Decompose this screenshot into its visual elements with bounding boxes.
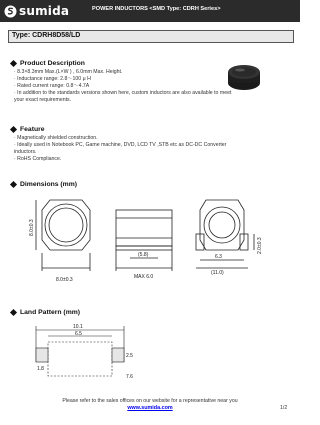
right-pad <box>112 348 124 362</box>
description-line: · Inductance range: 2.8～100 μ H <box>14 76 91 82</box>
diamond-bullet-icon <box>10 60 17 67</box>
land-total-label: 10.1 <box>73 324 83 330</box>
top-view <box>36 200 90 271</box>
description-line: · Rated current range: 0.8～4.7A <box>14 83 90 89</box>
page-number: 1/2 <box>280 405 288 411</box>
brand-logo <box>4 3 69 19</box>
brand-name: sumida <box>19 4 70 18</box>
end-view <box>196 200 254 268</box>
footer-note: Please refer to the sales offices on our website for a representative near you <box>62 398 238 404</box>
dim-max-height-label: MAX 6.0 <box>134 274 154 280</box>
dimensions-drawing <box>0 188 300 288</box>
land-pad-label: 1.8 <box>37 366 44 372</box>
land-inner-label: 6.5 <box>75 331 82 337</box>
dim-side-label: 8.0±0.3 <box>29 219 35 236</box>
land-pad-height-label: 2.5 <box>126 353 133 359</box>
side-view <box>116 210 172 271</box>
feature-line: inductors. <box>14 149 37 155</box>
land-pattern-drawing <box>0 318 300 390</box>
diamond-bullet-icon <box>10 181 17 188</box>
product-description-heading: Product Description <box>10 60 85 67</box>
dim-terminal-label: 2.0±0.3 <box>257 237 263 254</box>
left-pad <box>36 348 48 362</box>
dim-overall-label: (11.0) <box>211 270 224 276</box>
feature-list <box>14 135 226 163</box>
dim-end-width-label: 6.3 <box>215 254 222 260</box>
description-line: your exact requirements. <box>14 97 72 103</box>
feature-line: · RoHS Compliance. <box>14 156 62 162</box>
feature-line: · Ideally used in Notebook PC, Game machine, DVD, LCD TV ,STB etc as DC-DC Converter <box>14 142 227 148</box>
feature-line: · Magnetically shielded construction. <box>14 135 98 141</box>
description-line: · 8.3×8.3mm Max.(L×W ) , 6.0mm Max. Height. <box>14 69 123 75</box>
type-label: Type: CDRH8D58/LD <box>12 32 81 39</box>
feature-heading: Feature <box>10 126 45 133</box>
land-pattern-heading: Land Pattern (mm) <box>10 309 80 316</box>
dim-gap-label: (5.8) <box>138 252 149 258</box>
document-title: POWER INDUCTORS <SMD Type: CDRH Series> <box>92 6 221 12</box>
description-line: · In addition to the standards versions shown here, custom inductors are also available to meet <box>14 90 232 96</box>
product-description-list <box>14 69 231 104</box>
dim-width-label: 8.0±0.3 <box>56 277 73 283</box>
diamond-bullet-icon <box>10 309 17 316</box>
sumida-logo-icon <box>4 5 17 18</box>
website-link[interactable]: www.sumida.com <box>127 405 173 411</box>
dimensions-heading: Dimensions (mm) <box>10 181 77 188</box>
diamond-bullet-icon <box>10 126 17 133</box>
land-height-label: 7.6 <box>126 374 133 380</box>
